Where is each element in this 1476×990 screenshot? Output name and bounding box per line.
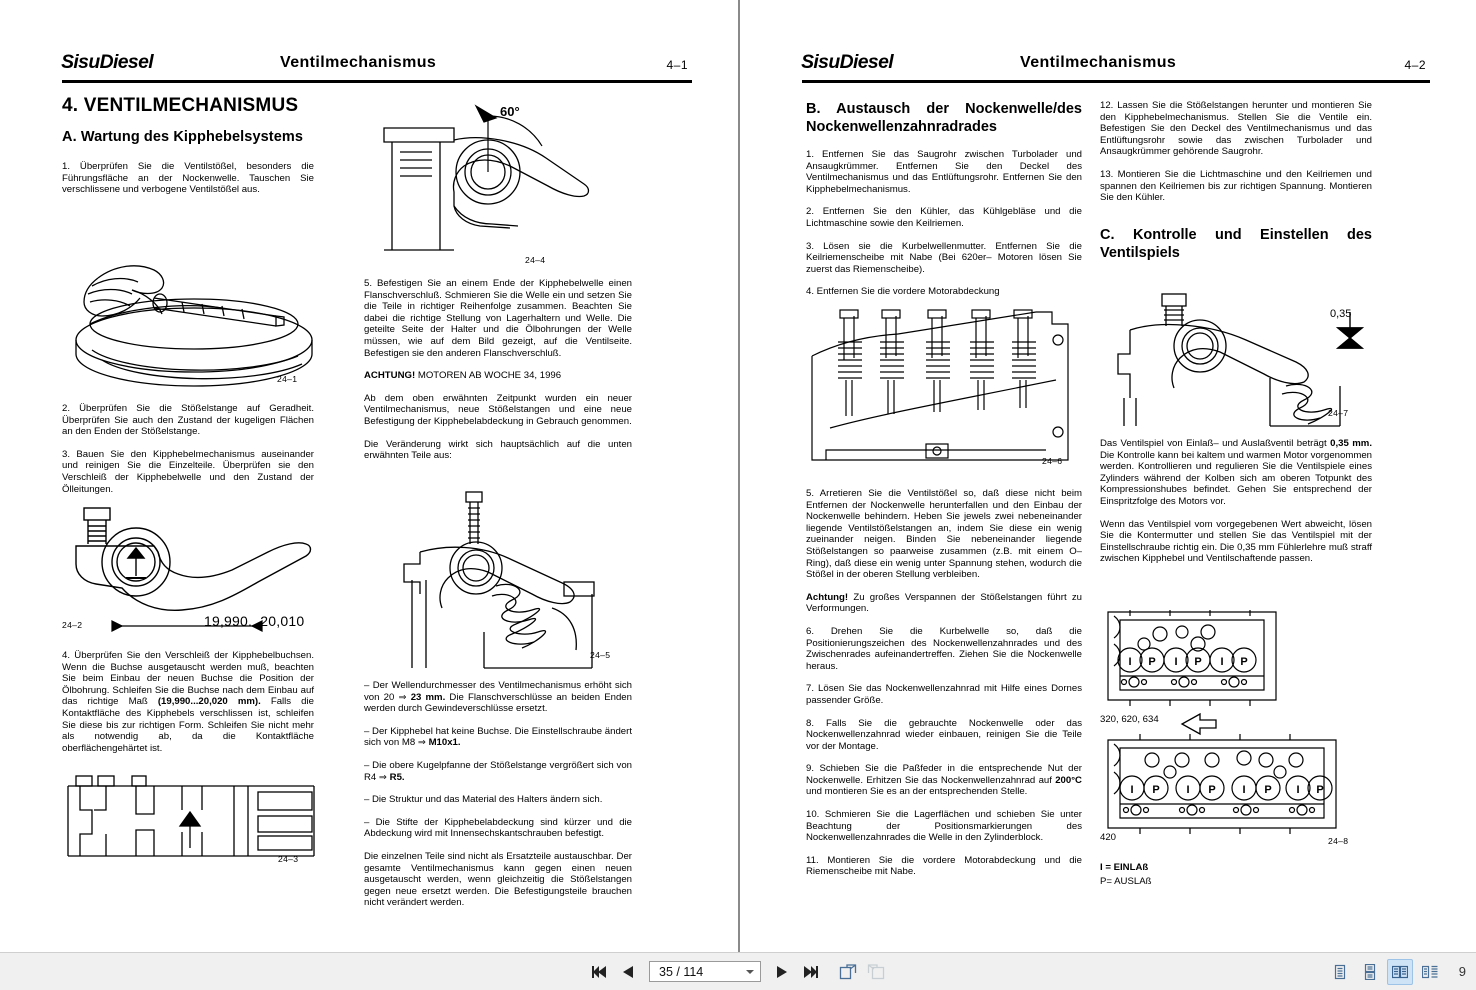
r-paragraph-8: 8. Falls Sie die gebrauchte Nockenwelle oder das Nockenwellenzahnrad wieder einbauen, reinigen Sie die Teile vor der Montage. <box>806 717 1082 752</box>
head1-valve-2: I <box>1174 656 1178 668</box>
figure-number-24-8: 24–8 <box>1328 836 1349 846</box>
page-navigation-group <box>586 953 890 990</box>
figure-number-24-1: 24–1 <box>277 374 298 384</box>
view-mode-group <box>1327 959 1466 985</box>
paragraph-4: 4. Überprüfen Sie den Verschleiß der Kipphebelbuchsen. Wenn die Buchse ausgetauscht werden muß, beachten Sie beim Einbau der neuen Buchse die Position der Ölbohrung. Schleifen Sie die Buchse nach dem Einbau auf das richtige Maß (19,990...20,020 mm). Falls die Kontaktfläche des Kipphebels verschlissen ist, schleifen Sie diese bis zur richtigen Form. Schleifen Sie nicht mehr als notwendig ab, da die Kontaktfläche oberflächengehärtet ist. <box>62 650 314 754</box>
legend-exhaust: P= AUSLAß <box>1100 875 1152 887</box>
attention-note: ACHTUNG! MOTOREN AB WOCHE 34, 1996 <box>364 370 562 382</box>
figure-24-4-angle: 60° <box>500 104 520 119</box>
head2-valve-7: P <box>1316 784 1324 796</box>
figure-24-6 <box>806 300 1082 472</box>
figure-24-2-dimension: 19,990...20,010 <box>204 613 305 629</box>
figure-24-7-clearance: 0,35 <box>1330 308 1352 320</box>
figure-24-5 <box>364 490 632 670</box>
right-column-2 <box>1100 100 1372 275</box>
figure-number-24-4: 24–4 <box>525 255 546 265</box>
head1-valve-5: P <box>1240 656 1248 668</box>
figure-number-24-5: 24–5 <box>590 650 611 660</box>
section-b-heading: B. Austausch der Nockenwelle/des Nockenwellenzahnradrades <box>806 101 1082 135</box>
page-number-field[interactable] <box>649 961 761 982</box>
single-page-view-button[interactable] <box>1327 959 1353 985</box>
paragraph-8: Die einzelnen Teile sind nicht als Ersatzteile austauschbar. Der gesamte Ventilmechanismus kann gegen einen neuen ausgetauscht werden, wenn gleichzeitig die Stößelstangen gegen neue ersetzt werden. Die Befestigungsteile brauchen nicht verändert werden. <box>364 850 632 909</box>
figure-24-4 <box>370 100 630 270</box>
bullet-4: – Die Struktur und das Material des Halters ändern sich. <box>364 794 603 806</box>
r-paragraph-10: 10. Schmieren Sie die Lagerflächen und schieben Sie unter Beachtung der Positionsmarkierungen des Nockenwellenzahnrades die Welle in den Zylinderblock. <box>806 809 1082 844</box>
right-column-1 <box>806 100 1082 309</box>
paragraph-5: 5. Befestigen Sie an einem Ende der Kipphebelwelle einen Flanschverschluß. Schmieren Sie die Welle ein und setzen Sie die Teile in richtiger Reihenfolge zusammen. Beachten Sie dabei die richtige Stellung von Lagerhaltern und Welle. Die geteilte Seite der Halter und die Ölbohrungen der Welle müssen, wie auf dem Bild gezeigt, auf die Ventilseite. Befestigen sie den anderen Flanschverschluß. <box>364 278 632 359</box>
r-paragraph-1: 1. Entfernen Sie das Saugrohr zwischen Turbolader und Ansaugkrümmer. Entfernen Sie den Deckel des Ventilmechanismus und das Entlüftungsrohr. Entfernen Sie den Kipphebelmechanismus. <box>806 149 1082 195</box>
zoom-indicator: 9 <box>1458 964 1466 979</box>
bullet-1: – Der Wellendurchmesser des Ventilmechanismus erhöht sich von 20 ⇒ 23 mm. Die Flanschverschlüsse an beiden Enden werden durch Gewindeverschlüsse ersetzt. <box>364 680 632 715</box>
r-paragraph-2: 2. Entfernen Sie den Kühler, das Kühlgebläse und die Lichtmaschine sowie den Keilriemen. <box>806 206 1082 229</box>
left-column-1-cont2 <box>62 650 314 765</box>
figure-number-24-3: 24–3 <box>278 854 299 864</box>
page-number-input[interactable] <box>650 964 736 980</box>
head1-valve-3: P <box>1194 656 1202 668</box>
section-a-heading: A. Wartung des Kipphebelsystems <box>62 128 304 145</box>
r-paragraph-4: 4. Entfernen Sie die vordere Motorabdeckung <box>806 286 1000 298</box>
page-title-right: Ventilmechanismus <box>1020 54 1177 71</box>
first-page-button[interactable] <box>586 958 614 986</box>
paragraph-1: 1. Überprüfen Sie die Ventilstößel, besonders die Führungsfläche an der Nockenwelle. Tauschen Sie verschlissene und verbogene Ventilstößel aus. <box>62 161 314 196</box>
left-column-2 <box>364 278 632 473</box>
paragraph-3: 3. Bauen Sie den Kipphebelmechanismus auseinander und reinigen Sie die Einzelteile. Überprüfen sie den Verschleiß der Kipphebelwelle und den Zustand der Ölleitungen. <box>62 448 314 495</box>
sisudiesel-logo-right: SisuDiesel <box>801 52 894 73</box>
left-column-1-cont <box>62 403 314 506</box>
viewer-toolbar <box>0 952 1476 990</box>
head2-valve-5: P <box>1264 784 1272 796</box>
figure-number-24-7: 24–7 <box>1328 408 1349 418</box>
bullet-3: – Die obere Kugelpfanne der Stößelstange vergrößert sich von R4 ⇒ R5. <box>364 759 632 783</box>
figure-number-24-6: 24–6 <box>1042 456 1063 466</box>
last-page-button[interactable] <box>796 958 824 986</box>
r-attention-note: Achtung! Zu großes Verspannen der Stößelstangen führt zu Verformungen. <box>806 591 1082 615</box>
r-paragraph-6: 6. Drehen Sie die Kurbelwelle so, daß die Positionierungszeichen des Nockenwellenzahnrades und des Zwischenrades aufeinandertreffen. Ziehen Sie die Nockenwelle heraus. <box>806 625 1082 672</box>
chevron-down-icon[interactable] <box>746 970 754 974</box>
bullet-2: – Der Kipphebel hat keine Buchse. Die Einstellschraube ändert sich von M8 ⇒ M10x1. <box>364 725 632 749</box>
continuous-view-button[interactable] <box>1357 959 1383 985</box>
head2-engine-model: 420 <box>1100 832 1117 843</box>
r-paragraph-7: 7. Lösen Sie das Nockenwellenzahnrad mit Hilfe eines Dornes passender Größe. <box>806 683 1082 706</box>
left-column-2-bullets <box>364 680 632 920</box>
head2-valve-2: I <box>1186 784 1190 796</box>
head1-engine-models: 320, 620, 634 <box>1100 714 1159 725</box>
page-header-right <box>802 52 1430 82</box>
header-rule-left <box>62 80 692 83</box>
r-paragraph-3: 3. Lösen sie die Kurbelwellenmutter. Entfernen Sie die Keilriemenscheibe mit Nabe (Bei 620er– Motoren lösen Sie zuerst das Riemenscheibe). <box>806 240 1082 275</box>
sisudiesel-logo: SisuDiesel <box>61 52 154 73</box>
previous-page-button[interactable] <box>614 958 642 986</box>
figure-24-2 <box>62 500 320 640</box>
r-paragraph-5: 5. Arretieren Sie die Ventilstößel so, daß diese nicht beim Entfernen der Nockenwelle herunterfallen und den Einbau der Nockenwelle behindern. Heben Sie jewels zwei nebeneinander liegende Ventilstößelstangen an, indem Sie diese ein wenig zueinander neigen. Binden Sie nebeneinander liegende Stößelstangen so paarweise zusammen (z.B. mit einem O–Ring), daß diese ein wenig unter Spannung stehen, wodurch die Stößel in der oberen Stellung verbleiben. <box>806 488 1082 581</box>
paragraph-2: 2. Überprüfen Sie die Stößelstange auf Geradheit. Überprüfen Sie auch den Zustand der kugeligen Flächen an den Enden der Stößelstange. <box>62 403 314 438</box>
bullet-5: – Die Stifte der Kipphebelabdeckung sind kürzer und die Abdeckung wird mit Innensechskantschrauben befestigt. <box>364 816 632 840</box>
head1-valve-4: I <box>1220 656 1224 668</box>
r-paragraph-13: 13. Montieren Sie die Lichtmaschine und den Keilriemen und spannen den Keilriemen bis zur richtigen Spannung. Montieren Sie den Kühler. <box>1100 168 1372 204</box>
fit-width-button[interactable] <box>862 958 890 986</box>
paragraph-7: Die Veränderung wirkt sich hauptsächlich auf die unten erwähnten Teile aus: <box>364 438 632 462</box>
figure-number-24-2: 24–2 <box>62 620 83 630</box>
figure-24-8 <box>1100 610 1372 850</box>
book-view-button[interactable] <box>1417 959 1443 985</box>
page-header-left <box>62 52 692 82</box>
facing-pages-view-button[interactable] <box>1387 959 1413 985</box>
head2-valve-6: I <box>1296 784 1300 796</box>
fit-page-button[interactable] <box>834 958 862 986</box>
next-page-button[interactable] <box>768 958 796 986</box>
head2-valve-4: I <box>1242 784 1246 796</box>
head1-valve-1: P <box>1148 656 1156 668</box>
figure-24-1 <box>62 232 320 392</box>
document-page-right <box>740 0 1476 952</box>
r-paragraph-15: Wenn das Ventilspiel vom vorgegebenen Wert abweicht, lösen Sie die Kontermutter und stellen Sie das Ventilspiel mit der Einstellschraube richtig ein. Die 0,35 mm Fühlerlehre muß straff zwischen Kipphebel und Ventilschaftende passen. <box>1100 518 1372 565</box>
figure-24-3 <box>62 770 320 870</box>
figure-24-7 <box>1100 290 1372 430</box>
page-number-left: 4–1 <box>666 58 688 72</box>
chapter-heading: 4. VENTILMECHANISMUS <box>62 95 299 116</box>
r-paragraph-9: 9. Schieben Sie die Paßfeder in die entsprechende Nut der Nockenwelle. Erhitzen Sie das Nockenwellenzahnrad auf 200°C und montieren Sie es an der entsprechenden Stelle. <box>806 763 1082 798</box>
section-c-heading: C. Kontrolle und Einstellen des Ventilspiels <box>1100 226 1372 261</box>
document-page-left <box>0 0 738 952</box>
left-column-1 <box>62 95 314 207</box>
page-title-left: Ventilmechanismus <box>280 54 437 71</box>
page-number-right: 4–2 <box>1404 58 1426 72</box>
r-paragraph-11: 11. Montieren Sie die vordere Motorabdeckung und die Riemenscheibe mit Nabe. <box>806 854 1082 878</box>
r-paragraph-14: Das Ventilspiel von Einlaß– und Auslaßventil beträgt 0,35 mm. Die Kontrolle kann bei kaltem und warmen Motor vorgenommen werden. Kontrollieren und regulieren Sie die Ventilspiele eines Zylinders während der Kolben sich am oberen Totpunkt des Kompressionshubes befindet. Gehen Sie entsprechend der Einspritzfolge des Motors vor. <box>1100 438 1372 507</box>
header-rule-right <box>802 80 1430 83</box>
head2-valve-0: I <box>1130 784 1134 796</box>
r-paragraph-12: 12. Lassen Sie die Stößelstangen herunter und montieren Sie den Kipphebelmechanismus. Stellen Sie die Ventile ein. Befestigen Sie den Deckel des Ventilmechanismus und das Entlüftungsrohr sowie das zwischen Turbolader und Ansaugkrümmer gehörende Saugrohr. <box>1100 100 1372 158</box>
head1-valve-0: I <box>1128 656 1132 668</box>
right-column-2-cont <box>1100 438 1372 576</box>
legend-intake: I = EINLAß <box>1100 862 1149 873</box>
valve-legend <box>1100 862 1372 896</box>
right-column-1-cont <box>806 488 1082 889</box>
head2-valve-3: P <box>1208 784 1216 796</box>
paragraph-6: Ab dem oben erwähnten Zeitpunkt wurden ein neuer Ventilmechanismus, neue Stößelstangen und eine neue Befestigung der Kipphebelabdeckung in Gebrauch genommen. <box>364 392 632 427</box>
head2-valve-1: P <box>1152 784 1160 796</box>
